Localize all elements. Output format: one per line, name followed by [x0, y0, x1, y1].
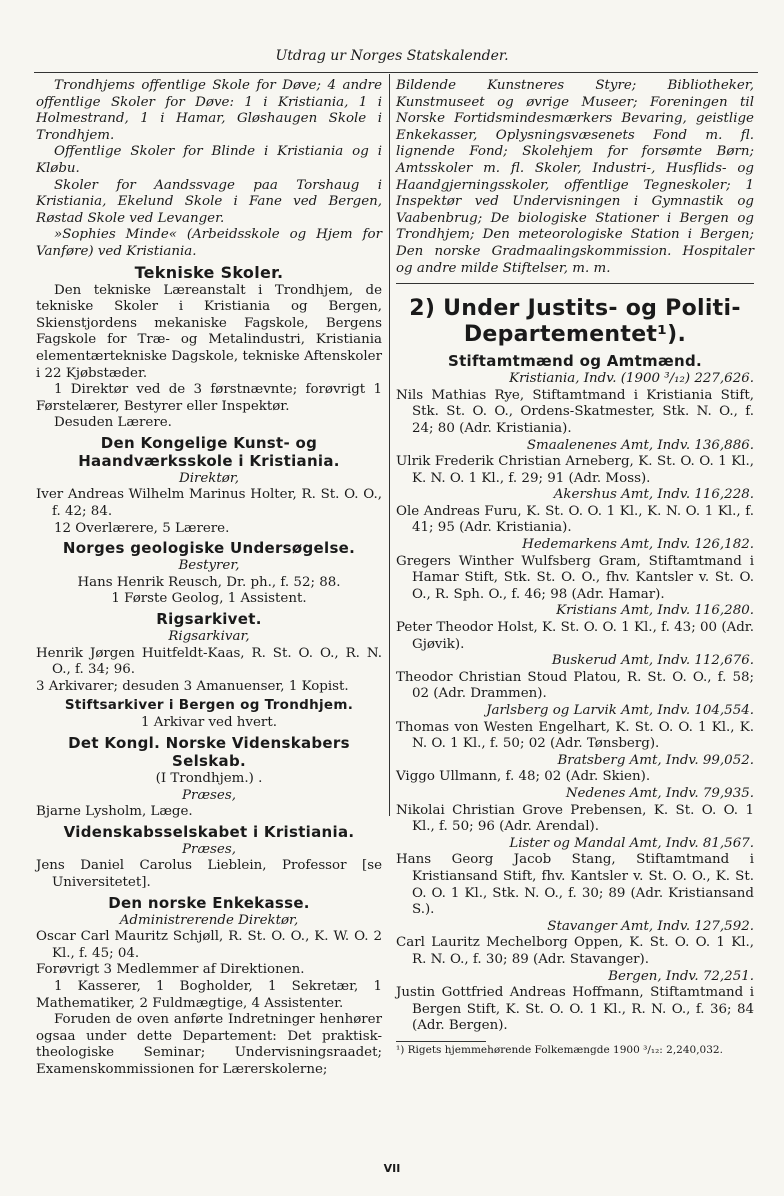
paragraph-dove-schools: Trondhjems offentlige Skole for Døve; 4 andre offentlige Skoler for Døve: 1 i Kristiania, 1 i Holmestrand, 1 i Hamar, Gløshaugen Skole i Trondhjem. — [36, 78, 382, 143]
amt-line: Smaalenenes Amt, Indv. 136,886. — [526, 437, 754, 453]
paragraph-departement-extra: Foruden de oven anførte Indretninger henhører ogsaa under dette Departement: Det praktisk-theologiske Seminar; Undervisningsraadet; Examenskommissionen for Lærerskolerne; — [36, 1012, 382, 1077]
amt-line: Bergen, Indv. 72,251. — [608, 968, 754, 984]
vid-location: (I Trondhjem.) . — [155, 771, 263, 786]
amtmand-line: Hans Georg Jacob Stang, Stiftamtmand i Kristiansand Stift, fhv. Kantsler v. St. O. O., K. St. O. O. 1 Kl., Stk. N. O., f. 30; 89 (Adr. Kristiansand S.). — [396, 852, 754, 918]
heading-videnskabers-selskab: Det Kongl. Norske Videnskabers Selskab. — [68, 734, 350, 770]
amtmand-line: Ole Andreas Furu, K. St. O. O. 1 Kl., K. N. O. 1 Kl., f. 41; 95 (Adr. Kristiania). — [396, 503, 754, 536]
amtmand-line: Peter Theodor Holst, K. St. O. O. 1 Kl., f. 43; 00 (Adr. Gjøvik). — [396, 620, 754, 652]
role-praeses-2: Præses, — [182, 841, 236, 857]
person-lysholm: Bjarne Lysholm, Læge. — [36, 804, 193, 820]
amtmand-line: Gregers Winther Wulfsberg Gram, Stiftamtmand i Hamar Stift, Stk. St. O. O., fhv. Kantsler v. St. O. O., R. Sph. O., f. 46; 98 (Adr. Hamar). — [396, 553, 754, 602]
person-holter: Iver Andreas Wilhelm Marinus Holter, R. St. O. O., f. 42; 84. — [36, 487, 382, 520]
paragraph-direction: Forøvrigt 3 Medlemmer af Direktionen. — [36, 962, 305, 978]
heading-kunst-skole: Den Kongelige Kunst- og Haandværksskole i Kristiania. — [78, 433, 340, 470]
staff-geol: 1 Første Geolog, 1 Assistent. — [111, 591, 307, 607]
role-admin-director: Administrerende Direktør, — [119, 912, 299, 928]
role-bestyrer: Bestyrer, — [178, 558, 240, 574]
amt-line: Lister og Mandal Amt, Indv. 81,567. — [509, 835, 754, 851]
heading-geologiske: Norges geologiske Undersøgelse. — [62, 539, 356, 558]
amt-line: Bratsberg Amt, Indv. 99,052. — [557, 752, 754, 768]
person-schjoll: Oscar Carl Mauritz Schjøll, R. St. O. O., K. W. O. 2 Kl., f. 45; 04. — [36, 929, 382, 961]
person-reusch: Hans Henrik Reusch, Dr. ph., f. 52; 88. — [77, 574, 341, 590]
amt-line: Jarlsberg og Larvik Amt, Indv. 104,554. — [486, 703, 754, 718]
heading-departementet: Departementet¹). — [463, 322, 687, 348]
heading-enkekasse: Den norske Enkekasse. — [108, 893, 310, 912]
amt-line: Hedemarkens Amt, Indv. 126,182. — [522, 537, 754, 553]
amt-line: Nedenes Amt, Indv. 79,935. — [565, 785, 754, 801]
heading-tekniske-skoler: Tekniske Skoler. — [134, 262, 284, 282]
amt-entry — [396, 438, 754, 488]
paragraph-sophies-minde: »Sophies Minde« (Arbeidsskole og Hjem for Vanføre) ved Kristiania. — [36, 227, 382, 259]
amt-entry — [396, 487, 754, 537]
amtmand-line: Nils Mathias Rye, Stiftamtmand i Kristiania Stift, Stk. St. O. O., Ordens-Skatmester, Stk. N. O., f. 24; 80 (Adr. Kristiania). — [396, 387, 754, 436]
amt-line: Stavanger Amt, Indv. 127,592. — [547, 918, 754, 934]
paragraph-technical-staff: 1 Direktør ved de 3 førstnævnte; forøvrigt 1 Førstelærer, Bestyrer eller Inspektør. — [36, 382, 382, 414]
heading-stiftamtmaend: Stiftamtmænd og Amtmænd. — [447, 352, 703, 371]
amt-entry — [396, 786, 754, 836]
amt-line: Kristians Amt, Indv. 116,280. — [556, 603, 754, 619]
column-divider — [389, 74, 390, 816]
paragraph-technical-schools: Den tekniske Læreanstalt i Trondhjem, de tekniske Skoler i Kristiania og Bergen, Skienstjordens mekaniske Fagskole, Bergens Fagskole for Træ- og Metalindustri, Kristiania elementærtekniske Dagskole, tekniske Aftenskoler i 22 Kjøbstæder. — [36, 282, 382, 381]
header-rule — [34, 72, 758, 73]
footnote: ¹) Rigets hjemmehørende Folkemængde 1900 ³/₁₂: 2,240,032. — [396, 1043, 723, 1056]
amt-entry — [396, 653, 754, 703]
amtmand-line: Viggo Ullmann, f. 48; 02 (Adr. Skien). — [396, 769, 651, 785]
paragraph-blind-schools: Offentlige Skoler for Blinde i Kristiania og i Kløbu. — [36, 144, 382, 176]
staff-rigs: 3 Arkivarer; desuden 3 Amanuenser, 1 Kopist. — [36, 678, 349, 694]
paragraph-enke-staff: 1 Kasserer, 1 Bogholder, 1 Sekretær, 1 Mathematiker, 2 Fuldmægtige, 4 Assistenter. — [36, 978, 382, 1011]
amt-entry — [396, 969, 754, 1035]
amtmand-line: Carl Lauritz Mechelborg Oppen, K. St. O. O. 1 Kl., R. N. O., f. 30; 89 (Adr. Stavanger). — [396, 935, 754, 967]
amt-entry — [396, 371, 754, 437]
amt-entry — [396, 703, 754, 753]
amt-entry — [396, 919, 754, 969]
page-number: VII — [383, 1162, 401, 1175]
role-praeses-1: Præses, — [182, 787, 236, 803]
person-huitfeldt-kaas: Henrik Jørgen Huitfeldt-Kaas, R. St. O. O., R. N. O., f. 34; 96. — [36, 645, 382, 678]
heading-stiftsarkiver: Stiftsarkiver i Bergen og Trondhjem. — [64, 697, 354, 714]
amtmand-line: Ulrik Frederik Christian Arneberg, K. St. O. O. 1 Kl., K. N. O. 1 Kl., f. 29; 91 (Adr. Moss). — [396, 454, 754, 486]
paragraph-institutions: Bildende Kunstneres Styre; Bibliotheker, Kunstmuseet og øvrige Museer; Foreningen til Norske Fortidsmindesmærkers Bevaring, geistlige Enkekasser, Oplysningsvæsenets Fond m. fl. lignende Fond; Skolehjem for forsømte Børn; Amtsskoler m. fl. Skoler, Industri-, Husflids- og Haandgjerningsskoler, offentlige Tegneskoler; 1 Inspektør ved Undervisningen i Gymnastik og Vaabenbrug; De biologiske Stationer i Bergen og Trondhjem; Den meteorologiske Station i Bergen; Den norske Gradmaalingskommission. Hospitaler og andre milde Stiftelser, m. m. — [396, 78, 754, 276]
footnote-rule — [396, 1041, 486, 1042]
staff-stifts: 1 Arkivar ved hvert. — [141, 715, 277, 731]
amt-line: Buskerud Amt, Indv. 112,676. — [551, 653, 754, 669]
heading-rigsarkivet: Rigsarkivet. — [156, 610, 262, 629]
amt-entry — [396, 836, 754, 919]
role-rigsarkivar: Rigsarkivar, — [168, 629, 250, 645]
amtmand-line: Justin Gottfried Andreas Hoffmann, Stiftamtmand i Bergen Stift, K. St. O. O. 1 Kl., R. N. O., f. 36; 84 (Adr. Bergen). — [396, 985, 754, 1034]
amt-entry — [396, 537, 754, 603]
amtmand-line: Thomas von Westen Engelhart, K. St. O. O. 1 Kl., K. N. O. 1 Kl., f. 50; 02 (Adr. Tønsberg). — [396, 719, 754, 752]
section-rule — [396, 283, 754, 284]
role-director: Direktør, — [178, 470, 240, 486]
amt-entry — [396, 603, 754, 653]
amt-entries — [396, 371, 754, 1035]
paragraph-technical-teachers: Desuden Lærere. — [54, 415, 172, 431]
paragraph-aandssvage-schools: Skoler for Aandssvage paa Torshaug i Kristiania, Ekelund Skole i Fane ved Bergen, Røstad Skole ved Levanger. — [36, 177, 382, 226]
amtmand-line: Theodor Christian Stoud Platou, R. St. O. O., f. 58; 02 (Adr. Drammen). — [396, 669, 754, 702]
amtmand-line: Nikolai Christian Grove Prebensen, K. St. O. O. 1 Kl., f. 50; 96 (Adr. Arendal). — [396, 802, 754, 835]
left-column — [36, 78, 382, 1079]
heading-justits-dept: 2) Under Justits- og Politi- — [409, 296, 741, 322]
amt-entry — [396, 753, 754, 786]
person-lieblein: Jens Daniel Carolus Lieblein, Professor [se Universitetet]. — [36, 858, 382, 890]
right-column — [396, 78, 754, 1057]
amt-line: Akershus Amt, Indv. 116,228. — [553, 487, 754, 503]
amt-line: Kristiania, Indv. (1900 ³/₁₂) 227,626. — [509, 371, 754, 387]
running-header: Utdrag ur Norges Statskalender. — [275, 48, 509, 64]
staff-kunst: 12 Overlærere, 5 Lærere. — [54, 520, 230, 536]
heading-videnskabsselskabet: Videnskabsselskabet i Kristiania. — [63, 822, 355, 841]
